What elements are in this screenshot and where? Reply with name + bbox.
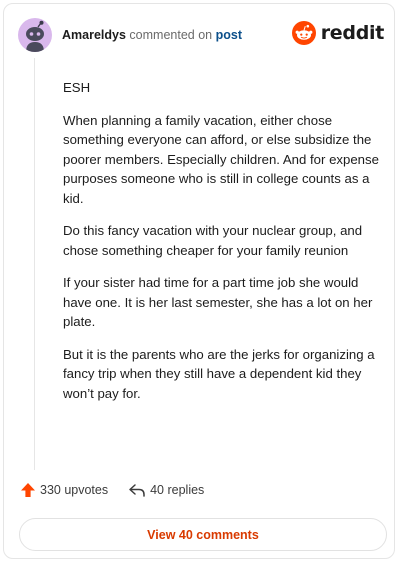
comment-card: [3, 3, 395, 559]
comment-body: [63, 78, 383, 416]
comment-paragraph: Do this fancy vacation with your nuclear group, and chose something cheaper for your family reunion: [63, 223, 363, 258]
replies-button[interactable]: [128, 482, 204, 498]
comment-paragraph: ESH: [63, 80, 91, 95]
replies-count: 40 replies: [150, 483, 205, 497]
comment-paragraph: If your sister had time for a part time job she would have one. It is her last semester, she has a lot on her plate.: [63, 275, 373, 329]
reddit-wordmark: reddit: [320, 22, 384, 44]
user-avatar[interactable]: [18, 18, 52, 52]
reddit-logo[interactable]: [292, 21, 384, 45]
reply-arrow-icon: [128, 482, 146, 498]
comment-meta: [62, 27, 242, 43]
reddit-snoo-icon: [292, 21, 316, 45]
upvote-button[interactable]: [20, 482, 108, 498]
thread-line: [34, 58, 35, 470]
snoo-avatar-icon: [18, 18, 52, 52]
post-link[interactable]: post: [215, 28, 242, 42]
upvote-count: 330 upvotes: [40, 483, 109, 497]
comment-actions: [20, 482, 204, 498]
comment-paragraph: When planning a family vacation, either chose something everyone can afford, or else subsidize the poorer members. Especially children. And for expense purposes someone who is still in college counts as a kid.: [63, 112, 379, 206]
comment-paragraph: But it is the parents who are the jerks for organizing a fancy trip when they still have a dependent kid they won’t pay for.: [63, 346, 375, 401]
upvote-arrow-icon: [20, 482, 36, 498]
view-comments-button[interactable]: View 40 comments: [19, 518, 387, 551]
username-link[interactable]: Amareldys: [62, 28, 126, 42]
commented-on-label: commented on: [129, 28, 213, 42]
comment-header: [18, 18, 242, 52]
